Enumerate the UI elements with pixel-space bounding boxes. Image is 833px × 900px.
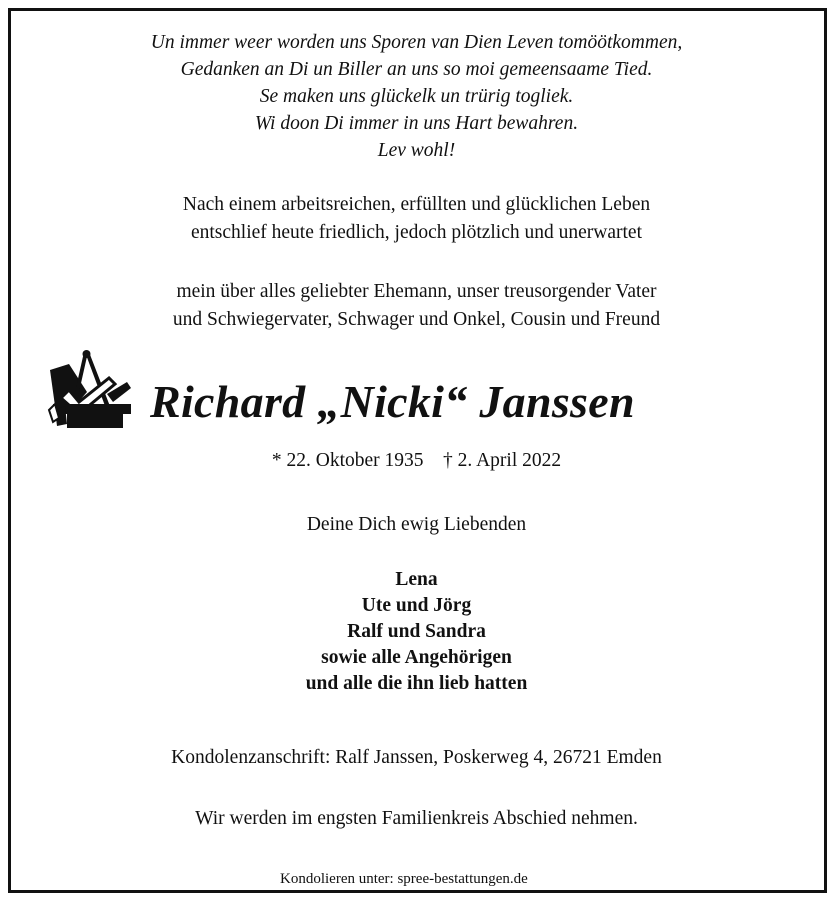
poem-line-3: Se maken uns glückelk un trürig togliek. (259, 86, 574, 107)
poem-line-5: Lev wohl! (377, 140, 456, 161)
intro-line-2: entschlief heute friedlich, jedoch plötzlich und unerwartet (190, 222, 643, 243)
intro-line-1: Nach einem arbeitsreichen, erfüllten und glücklichen Leben (182, 194, 651, 215)
mourner-line-5: und alle die ihn lieb hatten (305, 673, 528, 694)
poem-line-1: Un immer weer worden uns Sporen van Dien Leven tomöötkommen, (150, 32, 683, 53)
mourner-line-3: Ralf und Sandra (347, 621, 486, 642)
relation-line-1: mein über alles geliebter Ehemann, unser treusorgender Vater (176, 281, 657, 302)
condolence-website-link[interactable]: Kondolieren unter: spree-bestattungen.de (272, 869, 536, 889)
relation-line-2: und Schwiegervater, Schwager und Onkel, Cousin und Freund (172, 309, 661, 330)
mourner-line-4: sowie alle Angehörigen (321, 647, 512, 668)
mourner-line-2: Ute und Jörg (361, 595, 472, 616)
poem-line-4: Wi doon Di immer in uns Hart bewahren. (254, 113, 579, 134)
life-dates: * 22. Oktober 1935 † 2. April 2022 (271, 450, 562, 471)
deceased-name: Richard „Nicki“ Janssen (150, 376, 635, 427)
square-compass-emblem-icon (47, 348, 135, 432)
farewell-note: Wir werden im engsten Familienkreis Abschied nehmen. (195, 808, 638, 829)
mourner-line-1: Lena (395, 569, 438, 590)
footer (0, 869, 833, 889)
poem-line-2: Gedanken an Di un Biller an uns so moi gemeensaame Tied. (180, 59, 653, 80)
mourners-intro: Deine Dich ewig Liebenden (306, 514, 527, 535)
condolence-address: Kondolenzanschrift: Ralf Janssen, Poskerweg 4, 26721 Emden (171, 747, 662, 768)
